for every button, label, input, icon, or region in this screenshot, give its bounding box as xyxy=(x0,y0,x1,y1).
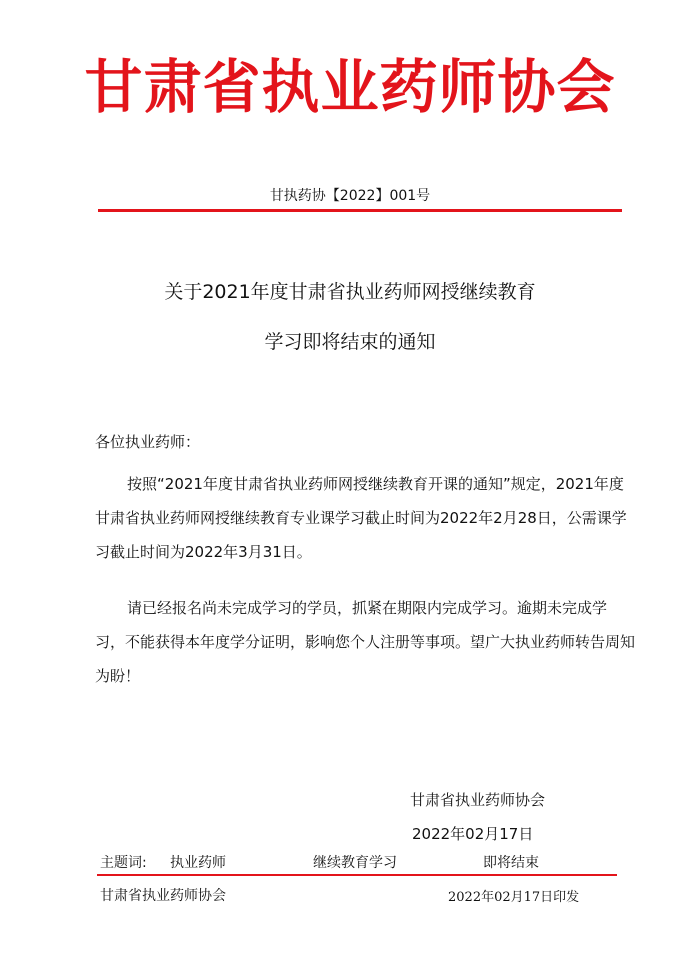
signature-date: 2022年02月17日 xyxy=(412,825,534,843)
notice-title-line-1: 关于2021年度甘肃省执业药师网授继续教育 xyxy=(164,281,536,303)
keyword-item: 执业药师 xyxy=(170,855,226,871)
body-paragraph-1: 按照“2021年度甘肃省执业药师网授继续教育开课的通知”规定，2021年度甘肃省执业药师网授继续教育专业课学习截止时间为2022年2月28日，公需课学习截止时间为2022年3月31日。 xyxy=(95,475,627,561)
masthead-divider xyxy=(98,209,622,212)
notice-title-line-2: 学习即将结束的通知 xyxy=(264,331,436,353)
body-paragraph-2: 请已经报名尚未完成学习的学员，抓紧在期限内完成学习。逾期未完成学习，不能获得本年度学分证明，影响您个人注册等事项。望广大执业药师转告周知为盼！ xyxy=(95,599,636,685)
footer-issuer: 甘肃省执业药师协会 xyxy=(100,888,226,904)
salutation: 各位执业药师： xyxy=(95,433,201,451)
keywords-label: 主题词: xyxy=(100,855,147,871)
document-number: 甘执药协【2022】001号 xyxy=(269,188,431,204)
keyword-item: 继续教育学习 xyxy=(313,855,397,871)
footer-issue-date: 2022年02月17日印发 xyxy=(448,890,580,905)
footer-divider xyxy=(97,874,617,876)
signature-organization: 甘肃省执业药师协会 xyxy=(410,791,546,809)
masthead-title: 甘肃省执业药师协会 xyxy=(84,53,616,121)
keyword-item: 即将结束 xyxy=(483,855,539,871)
